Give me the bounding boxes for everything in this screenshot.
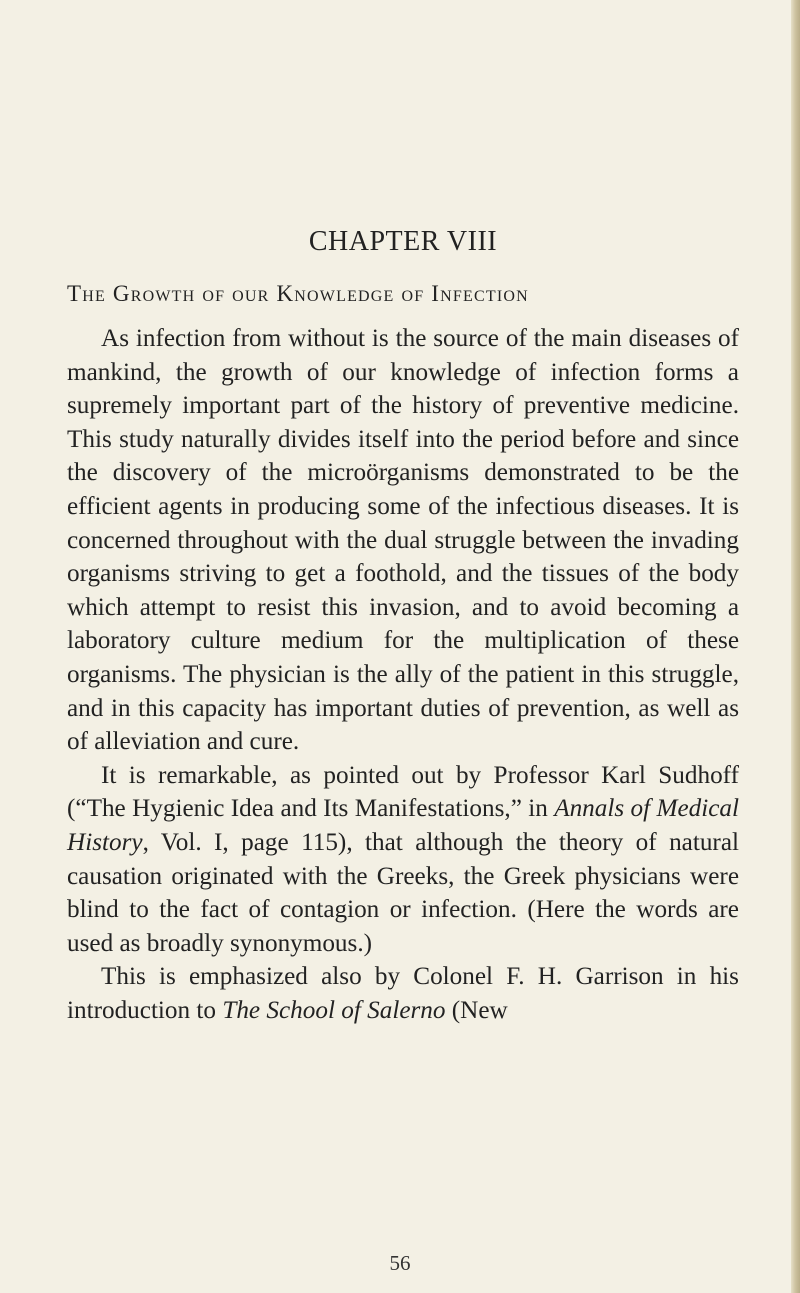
paragraph-3-text-start: This is emphasized also by Colonel F. H. Garrison in his introduction to [67, 963, 739, 1024]
page-number: 56 [389, 1251, 411, 1275]
school-of-salerno-title: The School of Salerno [222, 996, 446, 1024]
paragraph-3 [67, 960, 739, 1027]
paragraph-1-text: As infection from without is the source of the main diseases of mankind, the growth of our knowledge of infection forms a supremely important part of the history of preventive medicine. This study naturally divides itself into the period before and since the discovery of the microörganisms demonstrated to be the efficient agents in producing some of the infectious diseases. It is concerned throughout with the dual struggle between the invading organisms striving to get a foothold, and the tissues of the body which attempt to resist this invasion, and to avoid becoming a laboratory culture medium for the multiplication of these organisms. The physician is the ally of the patient in this struggle, and in this capacity has important duties of prevention, as well as of alleviation and cure. [67, 325, 739, 756]
paragraph-1 [67, 322, 739, 759]
paragraph-2 [67, 759, 739, 961]
chapter-heading: CHAPTER VIII [308, 226, 498, 257]
paragraph-2-text-end: , Vol. I, page 115), that although the theory of natural causation originated with the Greeks, the Greek physicians were blind to the fact of contagion or infection. (Here the words are used as broadly synonymous.) [67, 828, 739, 957]
paragraph-2-text-start: It is remarkable, as pointed out by Professor Karl Sudhoff (“The Hygienic Idea and Its Manifestations,” in [67, 761, 739, 823]
annals-title: Annals of Medical History [67, 795, 739, 856]
page-text [67, 222, 739, 1027]
paragraph-3-text-end: (New [445, 996, 508, 1024]
page-edge [791, 0, 800, 1293]
chapter-title: The Growth of our Knowledge of Infection [67, 281, 529, 306]
